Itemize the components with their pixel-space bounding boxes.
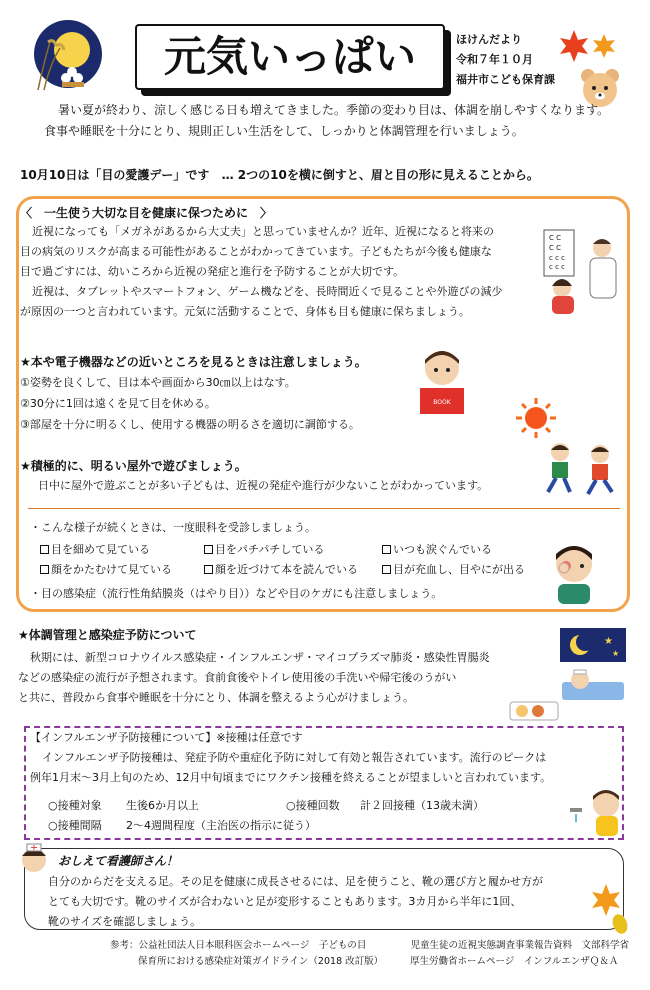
flu-count-label: ○接種回数	[286, 799, 340, 812]
svg-text:C C: C C	[549, 234, 562, 242]
flu-target-label: ○接種対象	[48, 799, 102, 812]
near-vision-heading: ★本や電子機器などの近いところを見るときは注意しましょう。	[20, 355, 367, 369]
reference-1: 公益社団法人日本眼科医会ホームページ 子どもの目	[138, 940, 367, 951]
eye-chart-doctor-illustration	[540, 226, 626, 316]
references-label: 参考：	[110, 940, 139, 951]
nurse-icon	[14, 840, 54, 874]
eye-rubbing-child-illustration	[544, 540, 604, 606]
nurse-line-3: 靴のサイズを確認しましょう。	[48, 915, 202, 928]
flu-interval-value: 2～4週間程度（主治医の指示に従う）	[126, 819, 316, 832]
section-divider	[28, 508, 620, 509]
svg-text:★: ★	[612, 649, 620, 658]
eye-paragraph-1-line-3: 目で過ごすには、幼いころから近視の発症と進行を予防することが大切です。	[20, 265, 405, 278]
eye-paragraph-1-line-2: 目の病気のリスクが高まる可能性があることがわかってきています。子どもたちが今後も健康な	[20, 245, 492, 258]
flu-target-value: 生後6か月以上	[126, 799, 199, 812]
checklist-item: 目をパチパチしている	[204, 540, 382, 560]
checklist-item: 顔を近づけて本を読んでいる	[204, 560, 382, 580]
svg-text:c c c: c c c	[549, 254, 565, 262]
eye-day-headline: 10月10日は「目の愛護デー」です	[20, 168, 210, 182]
running-children-illustration	[540, 440, 624, 498]
near-vision-item-2: ②30分に1回は遠くを見て目を休める。	[20, 397, 216, 410]
health-line-2: などの感染症の流行が予想されます。食前食後やトイレ使用後の手洗いや帰宅後のうがい	[18, 671, 457, 684]
newsletter-name: ほけんだより	[456, 33, 522, 46]
nurse-heading: おしえて看護師さん！	[58, 854, 179, 868]
autumn-leaves-icon	[590, 880, 634, 936]
flu-interval-label: ○接種間隔	[48, 819, 102, 832]
reference-4: 厚生労働省ホームページ インフルエンザＱ＆Ａ	[410, 956, 619, 967]
checklist-item: 目を細めて見ている	[40, 540, 204, 560]
outdoor-heading: ★積極的に、明るい屋外で遊びましょう。	[20, 459, 247, 473]
nurse-line-1: 自分のからだを支える足。その足を健康に成長させるには、足を使うこと、靴の選び方と履かせ方が	[48, 875, 543, 888]
health-heading: ★体調管理と感染症予防について	[18, 628, 197, 642]
checklist-item: いつも涙ぐんでいる	[382, 540, 492, 560]
reading-child-illustration	[410, 346, 474, 418]
eye-infection-note: ・目の感染症（流行性角結膜炎（はやり目））などや目のケガにも注意しましょう。	[30, 587, 443, 600]
flu-count-value: 計２回接種（13歳未満）	[360, 799, 484, 812]
near-vision-item-3: ③部屋を十分に明るくし、使用する機器の明るさを適切に調節する。	[20, 418, 360, 431]
checklist-item: 目が充血し、目やにが出る	[382, 560, 525, 580]
flu-line-1: インフルエンザ予防接種は、発症予防や重症化予防に対して有効と報告されています。流行のピークは	[42, 751, 547, 764]
checklist-heading: ・こんな様子が続くときは、一度眼科を受診しましょう。	[30, 521, 316, 534]
outdoor-text: 日中に屋外で遊ぶことが多い子どもは、近視の発症や進行が少ないことがわかっています。	[38, 479, 489, 492]
reference-3: 保育所における感染症対策ガイドライン（2018 改訂版）	[138, 956, 384, 967]
eye-paragraph-2-line-1: 近視は、タブレットやスマートフォン、ゲーム機などを、長時間近くで見ることや外遊びの減少	[32, 285, 503, 298]
svg-text:★: ★	[604, 636, 613, 647]
moon-night-icon	[560, 628, 626, 662]
eye-section-heading: 〈 一生使う大切な目を健康に保つために 〉	[20, 206, 273, 220]
near-vision-item-1: ①姿勢を良くして、目は本や画面から30㎝以上はなす。	[20, 376, 296, 389]
maple-leaf-icon	[560, 26, 620, 66]
organization-name: 福井市こども保育課	[456, 73, 555, 86]
svg-text:BOOK: BOOK	[433, 399, 451, 406]
intro-line-2: 食事や睡眠を十分にとり、規則正しい生活をして、しっかりと体調管理を行いましょう。	[44, 124, 524, 138]
reference-2: 児童生徒の近視実態調査事業報告資料 文部科学省	[410, 940, 630, 951]
svg-text:c c c: c c c	[549, 263, 565, 271]
moon-rabbit-illustration	[20, 12, 120, 92]
handwashing-child-illustration	[566, 786, 626, 842]
health-line-1: 秋期には、新型コロナウイルス感染症・インフルエンザ・マイコプラズマ肺炎・感染性胃腸炎	[30, 651, 490, 664]
issue-date: 令和７年１０月	[456, 53, 533, 66]
page-title: 元気いっぱい	[135, 24, 445, 90]
sun-icon	[514, 396, 558, 440]
sick-child-bed-illustration	[560, 664, 626, 704]
nurse-line-2: とても大切です。靴のサイズが合わないと足が変形することもあります。3カ月から半年に1回、	[48, 895, 522, 908]
eye-day-note: … 2つの10を横に倒すと、眉と目の形に見えることから。	[221, 168, 539, 182]
eye-paragraph-2-line-2: が原因の一つと言われています。元気に活動することで、身体も目も健康に保ちましょう。	[20, 305, 470, 318]
eye-paragraph-1-line-1: 近視になっても「メガネがあるから大丈夫」と思っていませんか？近年、近視になると将来の	[32, 225, 494, 238]
svg-text:C C: C C	[549, 244, 562, 252]
health-line-3: と共に、普段から食事や睡眠を十分にとり、体調を整えるよう心がけましょう。	[18, 691, 414, 704]
meal-tray-icon	[508, 694, 560, 722]
flu-heading: 【インフルエンザ予防接種について】※接種は任意です	[30, 731, 303, 744]
intro-line-1: 暑い夏が終わり、涼しく感じる日も増えてきました。季節の変わり目は、体調を崩しやすくなります。	[58, 103, 610, 117]
flu-line-2: 例年1月末～3月上旬のため、12月中旬頃までにワクチン接種を終えることが望ましいと言われています。	[30, 771, 552, 784]
checklist-item: 顔をかたむけて見ている	[40, 560, 204, 580]
